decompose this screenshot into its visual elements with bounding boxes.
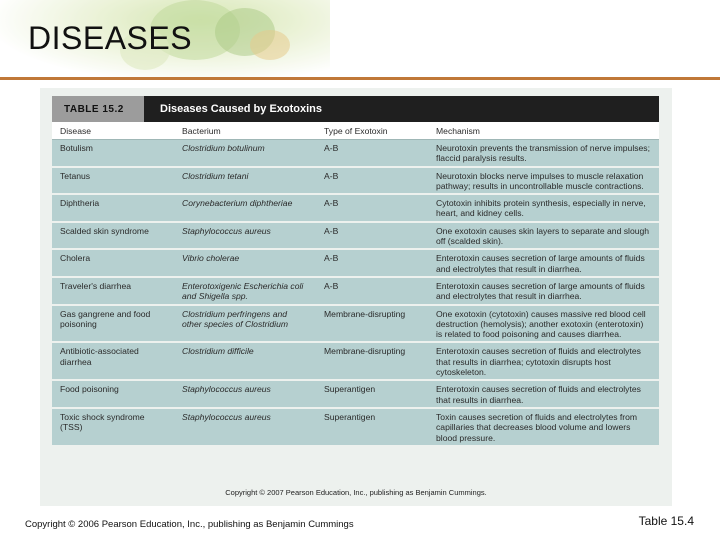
cell-mechanism: One exotoxin causes skin layers to separate and slough off (scalded skin). — [428, 222, 659, 250]
cell-type: Membrane-disrupting — [316, 305, 428, 343]
cell-type: A-B — [316, 222, 428, 250]
cell-type: A-B — [316, 249, 428, 277]
cell-type: Superantigen — [316, 380, 428, 408]
cell-disease: Gas gangrene and food poisoning — [52, 305, 174, 343]
cell-mechanism: Cytotoxin inhibits protein synthesis, especially in nerve, heart, and kidney cells. — [428, 194, 659, 222]
cell-bacterium: Vibrio cholerae — [174, 249, 316, 277]
exotoxin-table-figure — [40, 88, 672, 506]
cell-disease: Botulism — [52, 140, 174, 167]
cell-mechanism: Enterotoxin causes secretion of fluids and electrolytes that results in diarrhea. — [428, 380, 659, 408]
cell-mechanism: Enterotoxin causes secretion of large amounts of fluids and electrolytes that result in diarrhea. — [428, 277, 659, 305]
cell-disease: Food poisoning — [52, 380, 174, 408]
table-row — [52, 380, 659, 408]
cell-type: A-B — [316, 167, 428, 195]
cell-bacterium: Clostridium tetani — [174, 167, 316, 195]
table-row — [52, 342, 659, 380]
table-caption: Diseases Caused by Exotoxins — [160, 103, 323, 115]
cell-disease: Tetanus — [52, 167, 174, 195]
title-divider — [0, 77, 720, 80]
column-header-type: Type of Exotoxin — [316, 122, 428, 140]
cell-type: A-B — [316, 277, 428, 305]
table-header-bar — [52, 96, 659, 122]
cell-mechanism: One exotoxin (cytotoxin) causes massive red blood cell destruction (hemolysis); another exotoxin (enterotoxin) is related to food poisoning and causes diarrhea. — [428, 305, 659, 343]
cell-type: A-B — [316, 140, 428, 167]
table-row — [52, 194, 659, 222]
table-row — [52, 408, 659, 446]
table-row — [52, 222, 659, 250]
cell-type: Membrane-disrupting — [316, 342, 428, 380]
cell-mechanism: Neurotoxin blocks nerve impulses to muscle relaxation pathway; results in uncontrollable muscle contractions. — [428, 167, 659, 195]
cell-bacterium: Clostridium perfringens and other species of Clostridium — [174, 305, 316, 343]
cell-bacterium: Clostridium botulinum — [174, 140, 316, 167]
table-copyright: Copyright © 2007 Pearson Education, Inc., publishing as Benjamin Cummings. — [225, 488, 487, 497]
cell-mechanism: Enterotoxin causes secretion of large amounts of fluids and electrolytes that result in diarrhea. — [428, 249, 659, 277]
cell-disease: Diphtheria — [52, 194, 174, 222]
cell-disease: Scalded skin syndrome — [52, 222, 174, 250]
column-header-disease: Disease — [52, 122, 174, 140]
table-row — [52, 140, 659, 167]
footer-copyright: Copyright © 2006 Pearson Education, Inc., publishing as Benjamin Cummings — [25, 519, 354, 530]
cell-disease: Cholera — [52, 249, 174, 277]
cell-bacterium: Corynebacterium diphtheriae — [174, 194, 316, 222]
cell-disease: Traveler's diarrhea — [52, 277, 174, 305]
table-row — [52, 249, 659, 277]
table-row — [52, 305, 659, 343]
cell-mechanism: Enterotoxin causes secretion of fluids and electrolytes that results in diarrhea; cytotoxin disrupts host cytoskeleton. — [428, 342, 659, 380]
footer-table-reference: Table 15.4 — [638, 514, 694, 528]
cell-bacterium: Staphylococcus aureus — [174, 408, 316, 446]
cell-mechanism: Neurotoxin prevents the transmission of nerve impulses; flaccid paralysis results. — [428, 140, 659, 167]
cell-mechanism: Toxin causes secretion of fluids and electrolytes from capillaries that decreases blood volume and lowers blood pressure. — [428, 408, 659, 446]
slide-title: DISEASES — [28, 20, 193, 56]
exotoxin-table — [52, 122, 659, 447]
cell-type: Superantigen — [316, 408, 428, 446]
cell-disease: Antibiotic-associated diarrhea — [52, 342, 174, 380]
column-header-mechanism: Mechanism — [428, 122, 659, 140]
cell-bacterium: Staphylococcus aureus — [174, 380, 316, 408]
cell-disease: Toxic shock syndrome (TSS) — [52, 408, 174, 446]
table-row — [52, 167, 659, 195]
column-header-bacterium: Bacterium — [174, 122, 316, 140]
cell-type: A-B — [316, 194, 428, 222]
cell-bacterium: Staphylococcus aureus — [174, 222, 316, 250]
table-row — [52, 277, 659, 305]
cell-bacterium: Enterotoxigenic Escherichia coli and Shigella spp. — [174, 277, 316, 305]
table-header-row — [52, 122, 659, 140]
cell-bacterium: Clostridium difficile — [174, 342, 316, 380]
table-number: TABLE 15.2 — [52, 96, 144, 122]
